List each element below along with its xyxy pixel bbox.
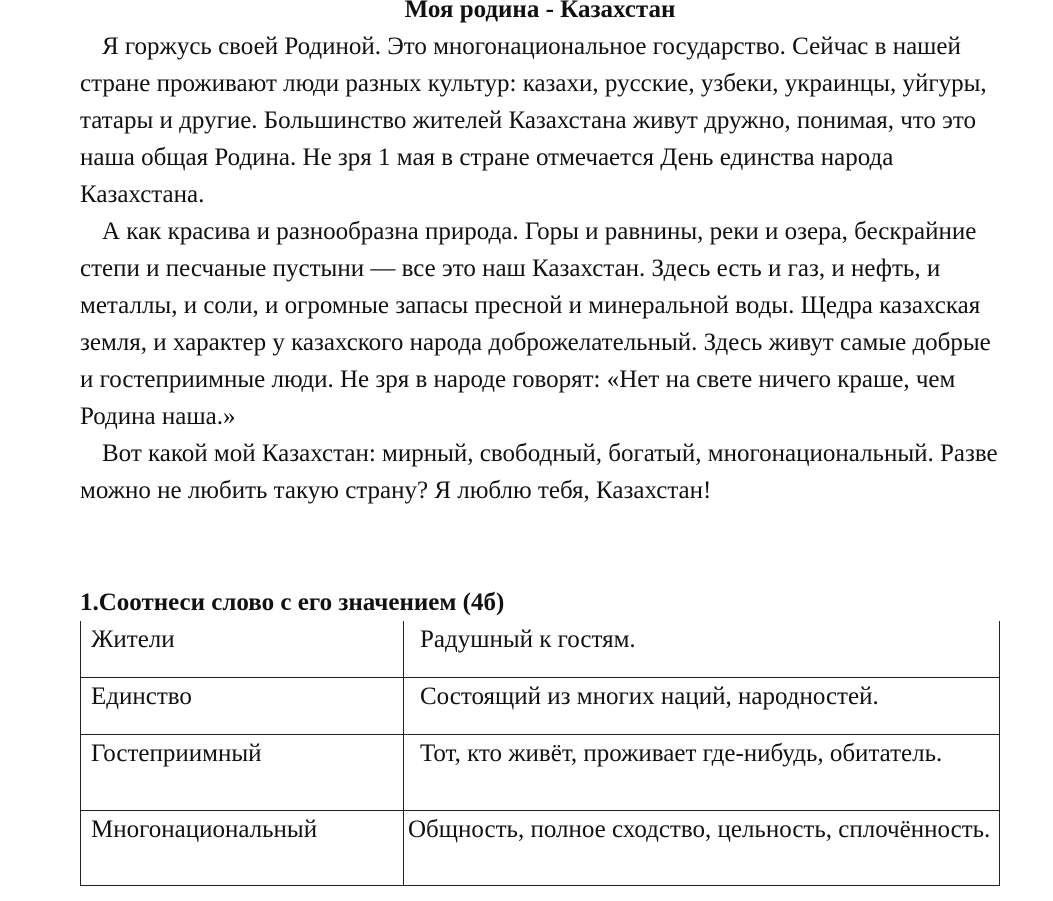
paragraph-3: Вот какой мой Казахстан: мирный, свободный, богатый, многонациональный. Разве можно не любить такую страну? Я люблю тебя, Казахстан! [80, 440, 998, 504]
definition-text: Радушный к гостям. [420, 626, 636, 653]
table-row [81, 621, 1000, 678]
table-row [81, 811, 1000, 886]
table-row [81, 735, 1000, 811]
matching-table [80, 621, 1000, 886]
paragraph-1: Я горжусь своей Родиной. Это многонациональное государство. Сейчас в нашей стране проживают люди разных культур: казахи, русские, узбеки, украинцы, уйгуры, татары и другие. Большинство жителей Казахстана живут дружно, понимая, что это наша общая Родина. Не зря 1 мая в стране отмечается День единства народа Казахстана. [80, 33, 987, 208]
definition-cell [404, 678, 1000, 735]
definition-text: Тот, кто живёт, проживает где-нибудь, обитатель. [420, 740, 943, 767]
table-row [81, 678, 1000, 735]
page-title: Моя родина - Казахстан [404, 0, 676, 23]
definition-cell [404, 811, 1000, 886]
definition-text: Состоящий из многих наций, народностей. [420, 683, 879, 710]
definition-cell [404, 621, 1000, 678]
definition-cell [404, 735, 1000, 811]
word-cell: Единство [81, 678, 404, 735]
word-cell: Многонациональный [81, 811, 404, 886]
essay-text [80, 28, 1000, 509]
word-cell: Гостеприимный [81, 735, 404, 811]
task-heading: 1.Соотнеси слово с его значением (4б) [80, 589, 505, 616]
paragraph-2: А как красива и разнообразна природа. Горы и равнины, реки и озера, бескрайние степи и песчаные пустыни — все это наш Казахстан. Здесь есть и газ, и нефть, и металлы, и соли, и огромные запасы пресной и минеральной воды. Щедра казахская земля, и характер у казахского народа доброжелательный. Здесь живут самые добрые и гостеприимные люди. Не зря в народе говорят: «Нет на свете ничего краше, чем Родина наша.» [80, 218, 991, 430]
definition-text: Общность, полное сходство, цельность, сплочённость. [408, 816, 991, 843]
word-cell: Жители [81, 621, 404, 678]
